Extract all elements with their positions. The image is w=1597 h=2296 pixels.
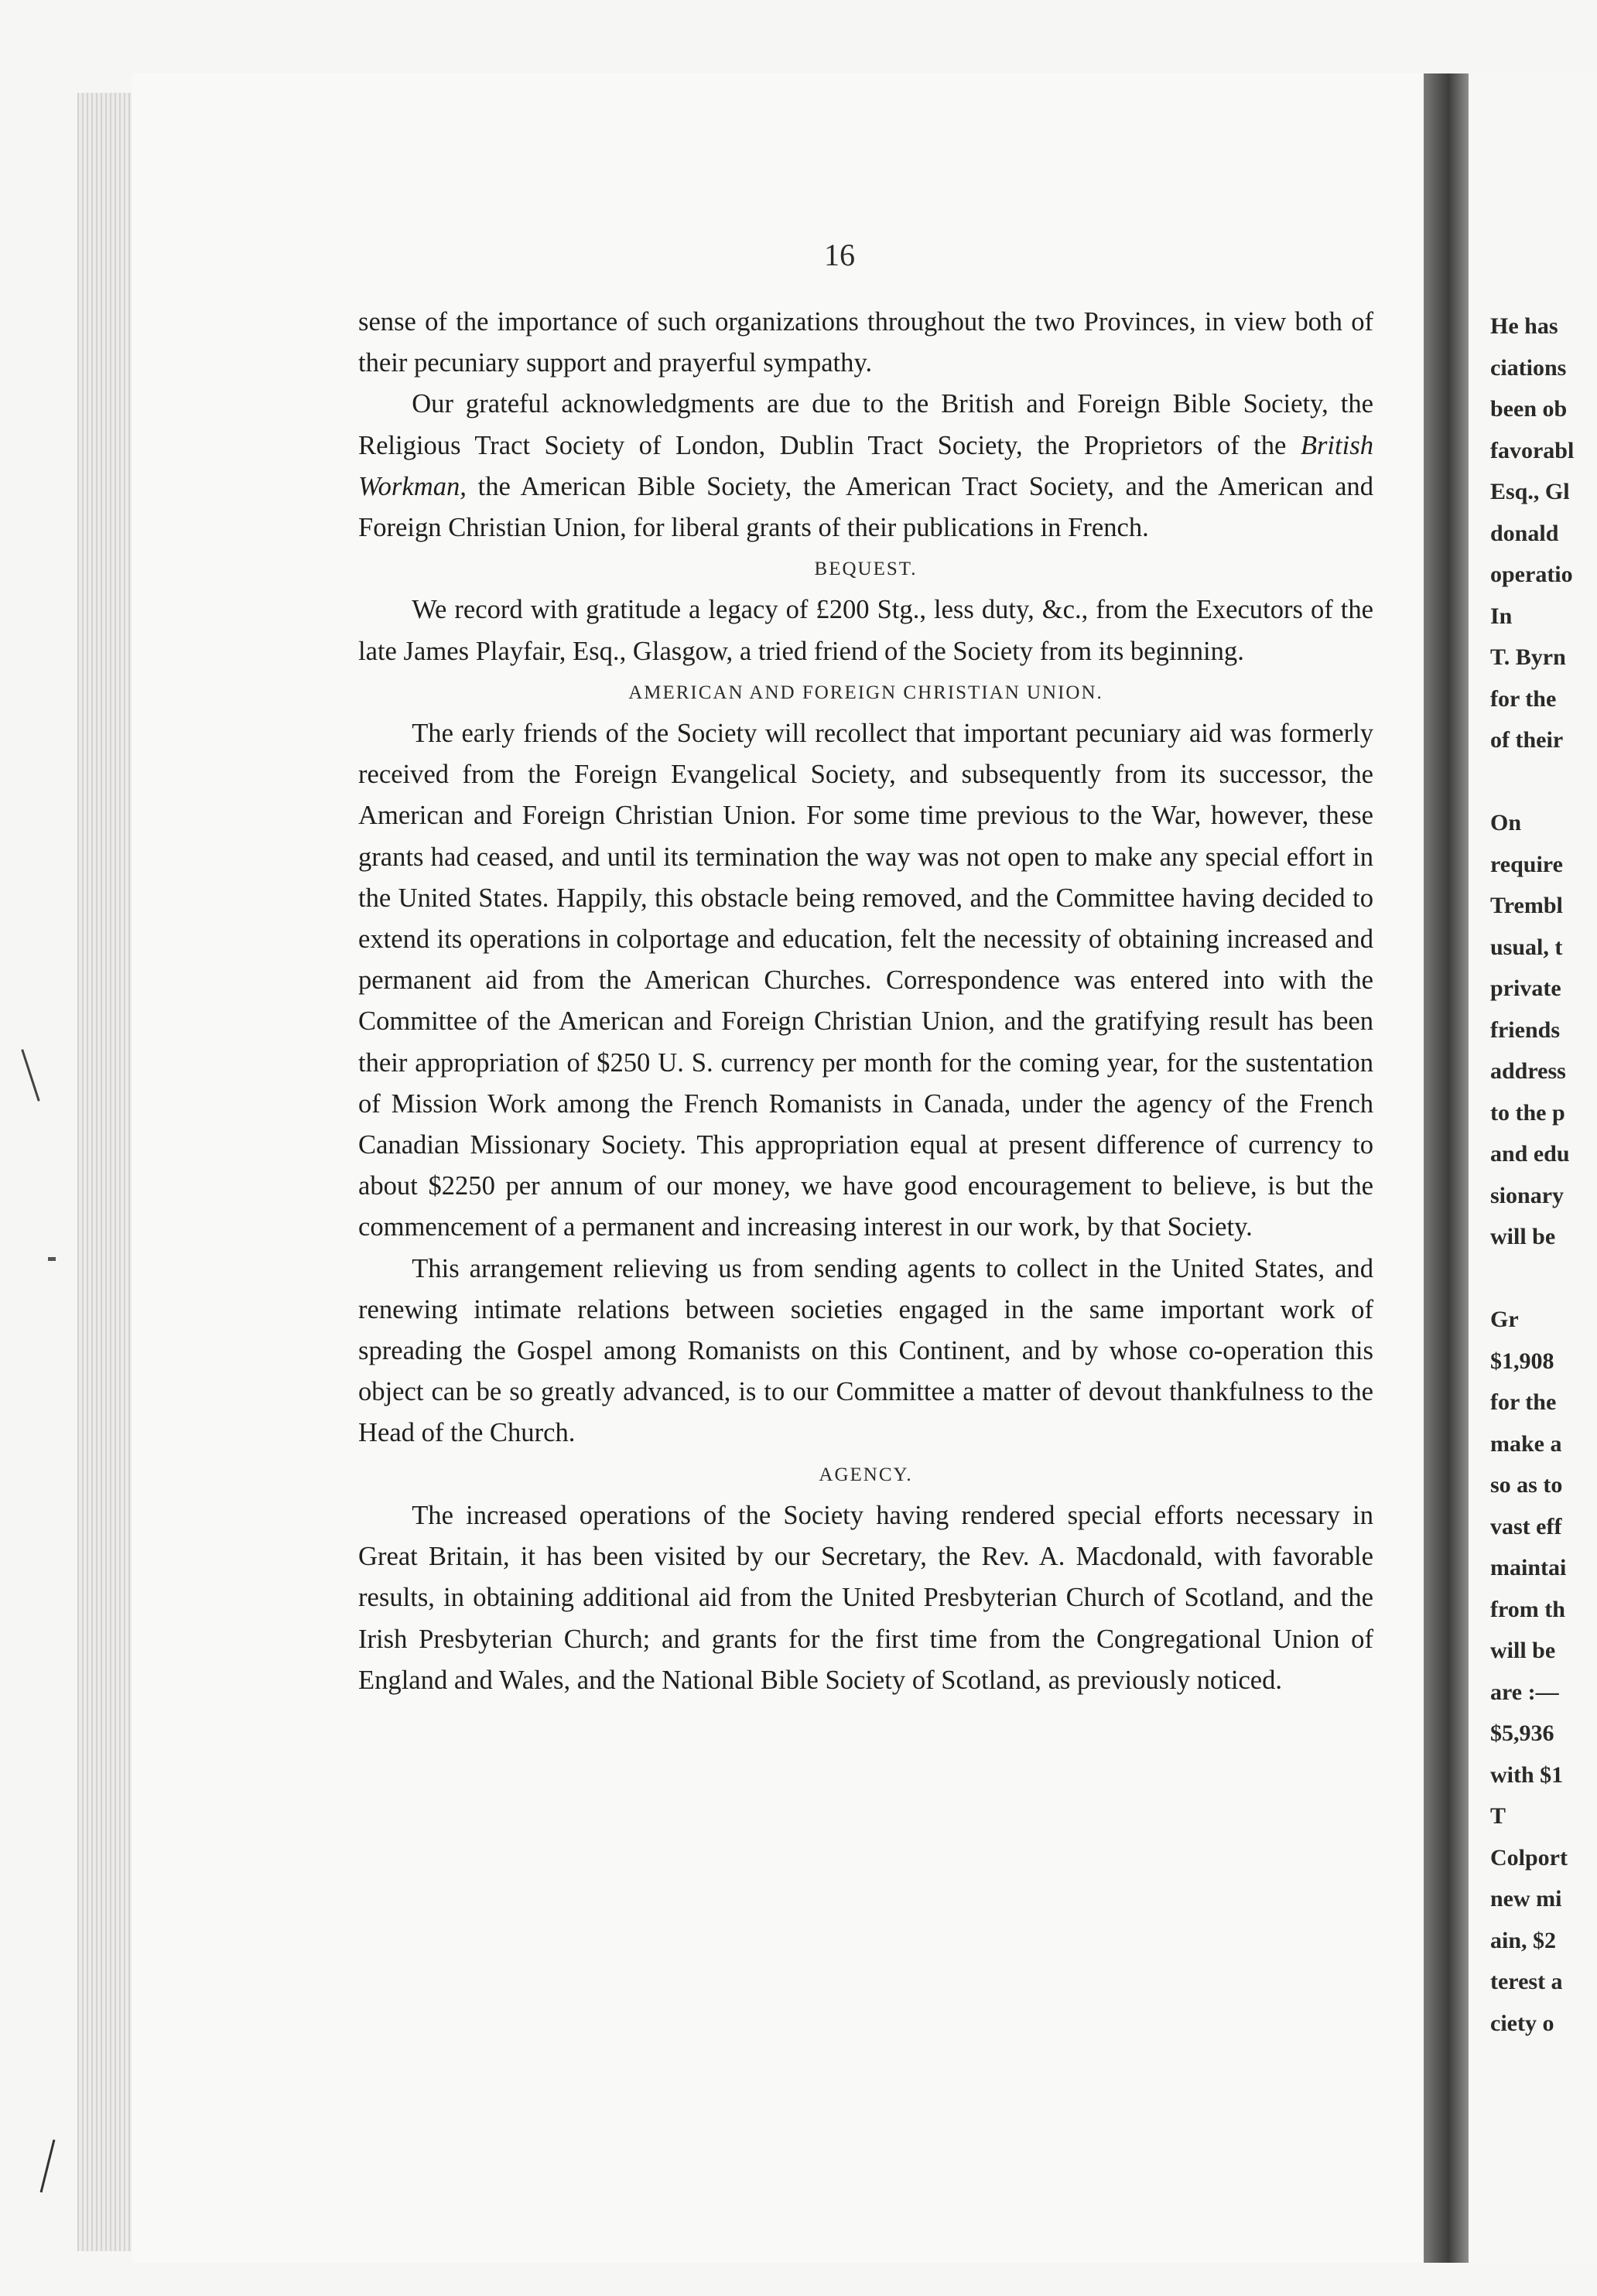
margin-mark — [40, 2140, 56, 2193]
facing-page-line: On — [1490, 810, 1522, 835]
facing-page-line: T. Byrn — [1490, 644, 1566, 670]
facing-page-line: sionary — [1490, 1182, 1565, 1208]
body-paragraph — [358, 384, 1373, 548]
body-paragraph: This arrangement relieving us from sending agents to collect in the United States, and renewing intimate relations between societies engaged in the same important work of spreading the Gospel among Romanists on this Continent, and by whose co-operation this object can be so greatly advanced, is to our Committee a matter of devout thankfulness to the Head of the Church. — [358, 1253, 1373, 1448]
facing-page-line: Gr — [1490, 1307, 1519, 1332]
margin-mark — [21, 1049, 39, 1102]
paragraph-text: Our grateful acknowledgments are due to the British and Foreign Bible Society, the Religious Tract Society of London, Dublin Tract Society, the Proprietors of the — [358, 389, 1373, 460]
facing-page-line: from th — [1490, 1596, 1565, 1622]
facing-page-line: usual, t — [1490, 934, 1563, 960]
facing-page-line: $1,908 — [1490, 1348, 1554, 1374]
facing-page-line: Esq., Gl — [1490, 479, 1570, 504]
facing-page-line: $5,936 — [1490, 1720, 1554, 1746]
facing-page-line: are :— — [1490, 1679, 1559, 1705]
body-paragraph: The early friends of the Society will recollect that important pecuniary aid was formerly received from the Foreign Evangelical Society, and subsequently from its successor, the American and Foreign Christian Union. For some time previous to the War, however, these grants had ceased, and until its termination the way was not open to make any special effort in the United States. Happily, this obstacle being removed, and the Committee having decided to extend its operations in colportage and education, felt the necessity of obtaining increased and permanent aid from the American Churches. Correspondence was entered into with the Committee of the American and Foreign Christian Union, and the gratifying result has been their appropriation of $250 U. S. currency per month for the coming year, for the sustentation of Mission Work among the French Romanists in Canada, under the agency of the French Canadian Missionary Society. This appropriation equal at present difference of currency to about $2250 per annum of our money, we have good encouragement to believe, is but the commencement of a permanent and increasing interest in our work, by that Society. — [358, 719, 1373, 1242]
page-edges — [77, 93, 135, 2251]
facing-page-line: operatio — [1490, 562, 1573, 587]
facing-page-line: ciations — [1490, 354, 1567, 381]
facing-page-line: maintai — [1490, 1555, 1567, 1580]
facing-page-line: He has — [1490, 313, 1558, 339]
facing-page-line: so as to — [1490, 1472, 1563, 1498]
facing-page-fragment — [1469, 73, 1597, 2263]
section-heading: AMERICAN AND FOREIGN CHRISTIAN UNION. — [628, 682, 1103, 703]
page-body-text — [358, 302, 1373, 1701]
facing-page-line: and edu — [1490, 1141, 1570, 1167]
facing-page-line: to the p — [1490, 1099, 1565, 1126]
facing-page-line: of their — [1490, 727, 1564, 753]
paragraph-text: the American Bible Society, the American Tract Society, and the American and Foreign Christian Union, for liberal grants of their publications in French. — [358, 471, 1373, 543]
facing-page-line: will be — [1490, 1638, 1556, 1663]
facing-page-line: new mi — [1490, 1886, 1562, 1912]
facing-page-line: Trembl — [1490, 893, 1563, 918]
body-paragraph: The increased operations of the Society having rendered special efforts necessary in Great Britain, it has been visited by our Secretary, the Rev. A. Macdonald, with favorable results, in obtaining additional aid from the United Presbyterian Church of Scotland, and the Irish Presbyterian Church; and grants for the first time from the Congregational Union of England and Wales, and the National Bible Society of Scotland, as previously noticed. — [358, 1500, 1373, 1695]
section-heading: BEQUEST. — [814, 559, 918, 580]
facing-page-line: address — [1490, 1058, 1566, 1084]
italic-title: British Workman, — [358, 430, 1373, 501]
margin-mark — [48, 1257, 56, 1261]
facing-page-line: for the — [1490, 1389, 1557, 1415]
facing-page-line: terest a — [1490, 1969, 1563, 1994]
facing-page-line: vast eff — [1490, 1513, 1562, 1539]
facing-page-line: will be — [1490, 1224, 1556, 1249]
facing-page-line: for the — [1490, 685, 1557, 712]
facing-page-line: ain, $2 — [1490, 1927, 1557, 1953]
facing-page-line: ciety o — [1490, 2010, 1554, 2036]
body-paragraph: We record with gratitude a legacy of £200 Stg., less duty, &c., from the Executors of the late James Playfair, Esq., Glasgow, a tried friend of the Society from its beginning. — [358, 595, 1373, 666]
book-gutter — [1424, 73, 1469, 2263]
facing-page-line: friends — [1490, 1016, 1560, 1043]
body-paragraph: sense of the importance of such organizations throughout the two Provinces, in view both of their pecuniary support and prayerful sympathy. — [358, 307, 1373, 378]
section-heading: AGENCY. — [819, 1464, 913, 1485]
facing-page-line: donald — [1490, 520, 1559, 546]
facing-page-line: T — [1490, 1803, 1506, 1829]
facing-page-line: with $1 — [1490, 1761, 1564, 1788]
page-number: 16 — [824, 237, 855, 272]
facing-page-line: Colport — [1490, 1844, 1568, 1871]
facing-page-line: favorabl — [1490, 437, 1575, 463]
facing-page-line: require — [1490, 851, 1563, 877]
facing-page-line: In — [1490, 603, 1513, 629]
facing-page-line: been ob — [1490, 396, 1568, 422]
facing-page-line: private — [1490, 975, 1561, 1001]
facing-page-line: make a — [1490, 1430, 1562, 1457]
